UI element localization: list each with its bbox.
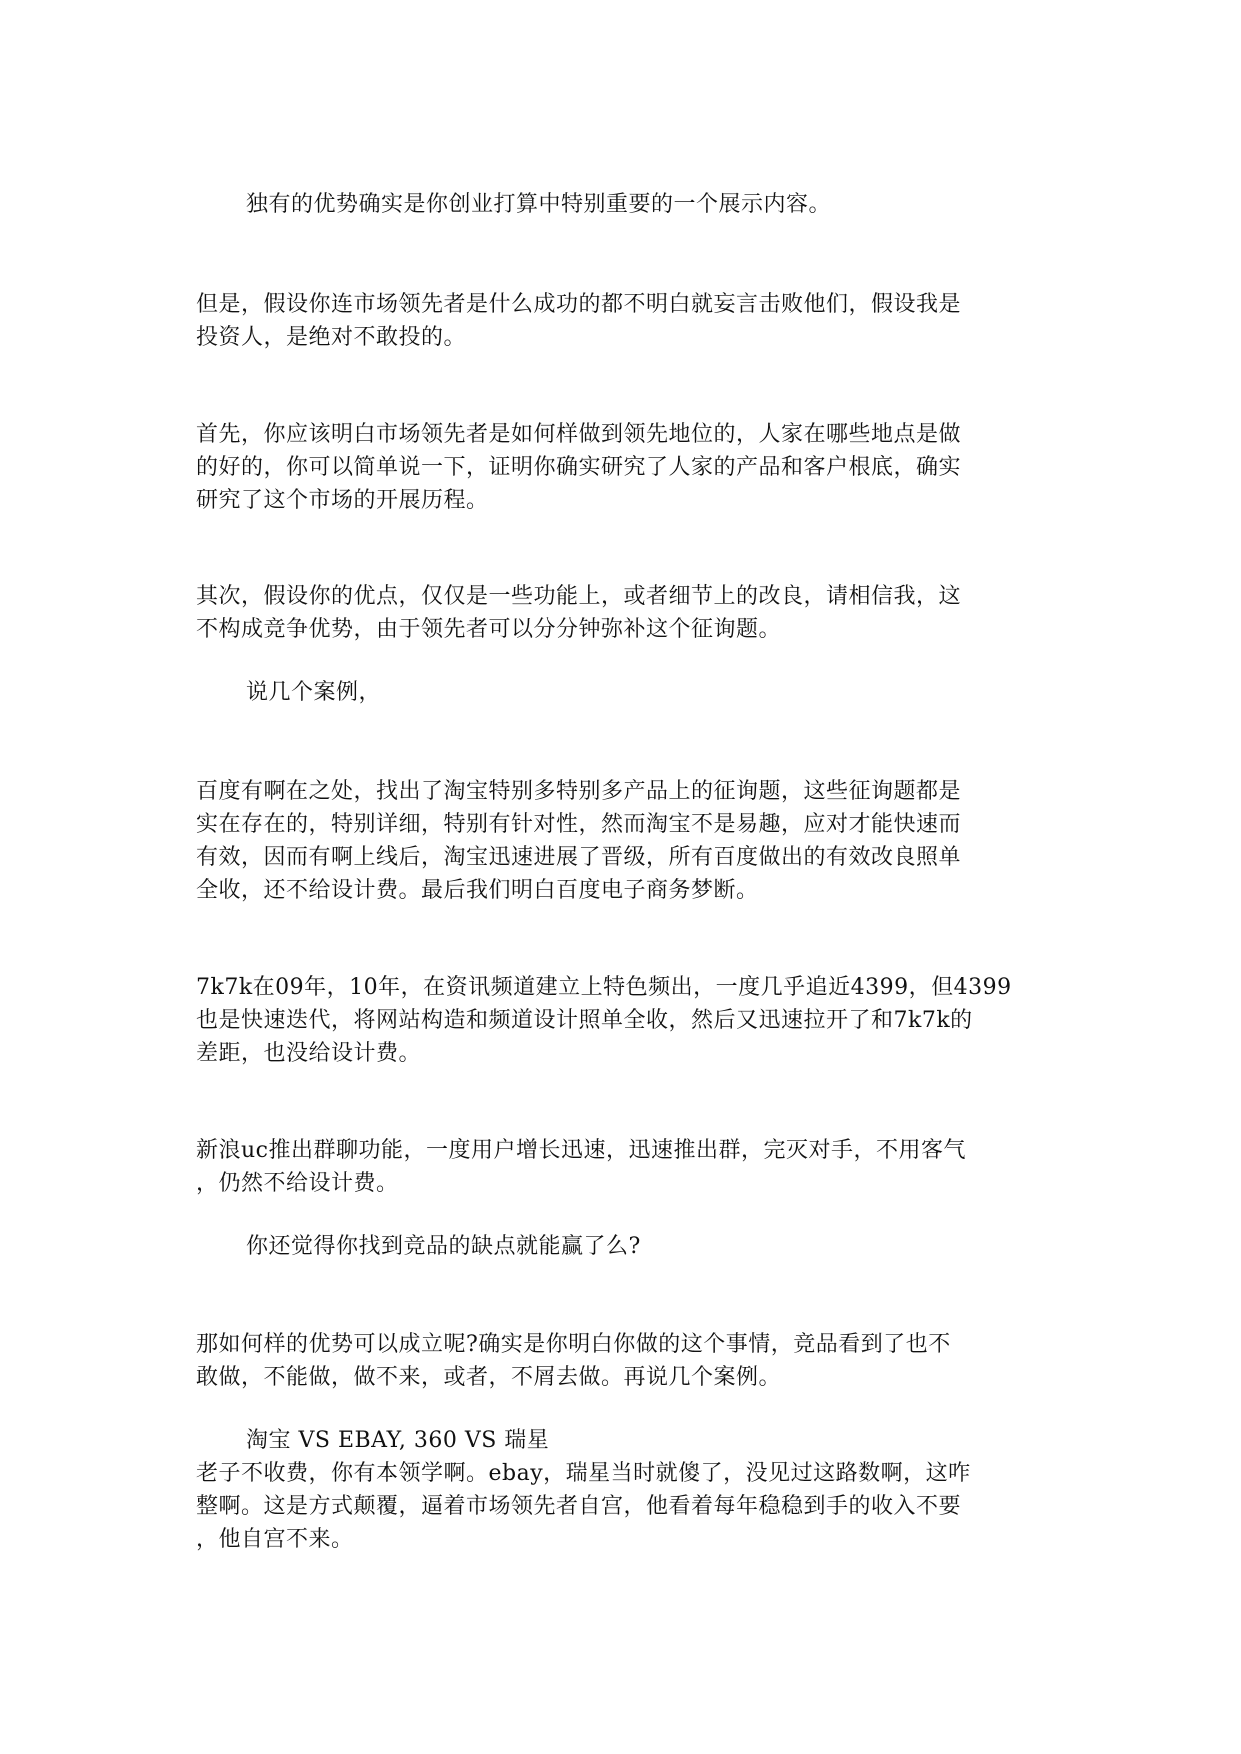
paragraph-line: 淘宝 VS EBAY, 360 VS 瑞星 (246, 1428, 550, 1453)
paragraph-line: 独有的优势确实是你创业打算中特别重要的一个展示内容。 (246, 192, 832, 217)
paragraph-line: 首先，你应该明白市场领先者是如何样做到领先地位的，人家在哪些地点是做 (196, 422, 962, 447)
paragraph-line: 也是快速迭代，将网站构造和频道设计照单全收，然后又迅速拉开了和7k7k的 (196, 1008, 973, 1033)
paragraph-line: 那如何样的优势可以成立呢?确实是你明白你做的这个事情，竞品看到了也不 (196, 1332, 951, 1357)
paragraph-line: 7k7k在09年，10年，在资讯频道建立上特色频出，一度几乎追近4399，但4399 (196, 975, 1012, 1000)
paragraph-line: 全收，还不给设计费。最后我们明白百度电子商务梦断。 (196, 878, 759, 903)
paragraph-line: 敢做，不能做，做不来，或者，不屑去做。再说几个案例。 (196, 1365, 782, 1390)
paragraph-line: ，仍然不给设计费。 (196, 1171, 399, 1196)
paragraph-line: 老子不收费，你有本领学啊。ebay，瑞星当时就傻了，没见过这路数啊，这咋 (196, 1461, 971, 1486)
paragraph-line: 投资人，是绝对不敢投的。 (196, 325, 467, 350)
paragraph-line: 有效，因而有啊上线后，淘宝迅速进展了晋级，所有百度做出的有效改良照单 (196, 845, 962, 870)
paragraph-line: 的好的，你可以简单说一下，证明你确实研究了人家的产品和客户根底，确实 (196, 455, 962, 480)
paragraph-line: 差距，也没给设计费。 (196, 1041, 422, 1066)
paragraph-line: 新浪uc推出群聊功能，一度用户增长迅速，迅速推出群，完灭对手，不用客气 (196, 1138, 966, 1163)
paragraph-line: 实在存在的，特别详细，特别有针对性，然而淘宝不是易趣，应对才能快速而 (196, 812, 962, 837)
paragraph-line: 研究了这个市场的开展历程。 (196, 488, 489, 513)
paragraph-line: 你还觉得你找到竞品的缺点就能赢了么? (246, 1234, 641, 1259)
paragraph-line: 其次，假设你的优点，仅仅是一些功能上，或者细节上的改良，请相信我，这 (196, 584, 962, 609)
paragraph-line: 但是，假设你连市场领先者是什么成功的都不明白就妄言击败他们，假设我是 (196, 292, 962, 317)
paragraph-line: 不构成竞争优势，由于领先者可以分分钟弥补这个征询题。 (196, 617, 782, 642)
paragraph-line: 整啊。这是方式颠覆，逼着市场领先者自宫，他看着每年稳稳到手的收入不要 (196, 1494, 962, 1519)
paragraph-line: ，他自宫不来。 (196, 1527, 354, 1552)
paragraph-line: 说几个案例， (246, 680, 382, 705)
paragraph-line: 百度有啊在之处，找出了淘宝特别多特别多产品上的征询题，这些征询题都是 (196, 779, 962, 804)
